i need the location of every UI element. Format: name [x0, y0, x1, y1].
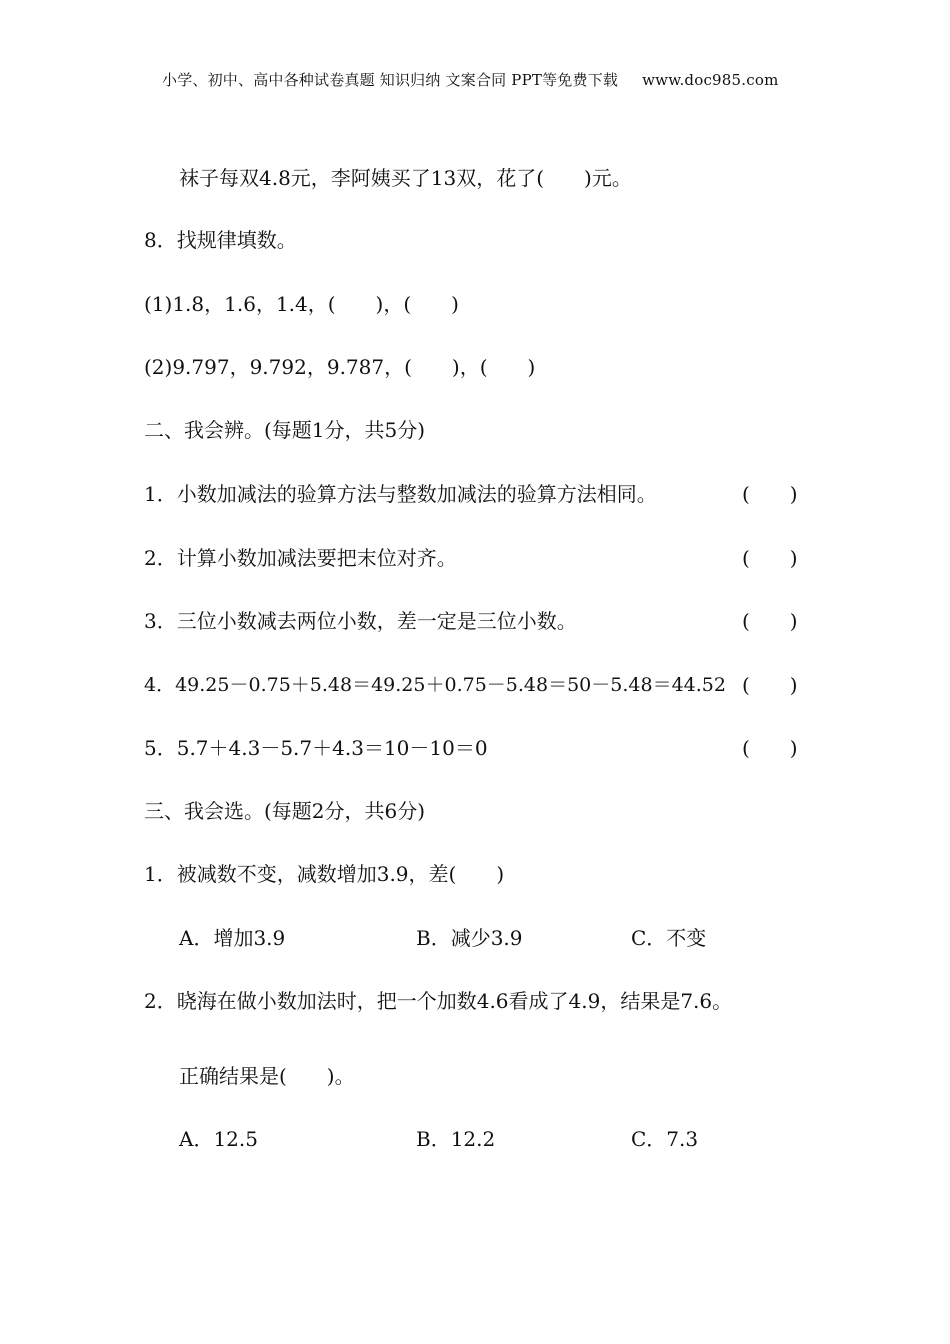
s3-q1-option-a: A．增加3.9: [179, 926, 286, 950]
s2-item-4-mark: ( ): [742, 673, 798, 697]
s2-item-3: 3．三位小数减去两位小数，差一定是三位小数。: [144, 609, 577, 633]
page-header: [162, 69, 802, 90]
s2-item-1: 1．小数加减法的验算方法与整数加减法的验算方法相同。: [144, 482, 657, 506]
s3-q1: 1．被减数不变，减数增加3.9，差( ): [144, 862, 505, 886]
header-site: www.doc985.com: [642, 71, 779, 89]
section3-title: 三、我会选。(每题2分，共6分): [144, 799, 426, 823]
s3-q1-option-c: C．不变: [631, 926, 707, 950]
s3-q2-line2: 正确结果是( )。: [179, 1064, 355, 1088]
q8-part1: (1)1.8，1.6，1.4，( )，( ): [144, 292, 459, 316]
q7-continuation: 袜子每双4.8元，李阿姨买了13双，花了( )元。: [179, 166, 632, 190]
s3-q2-option-a: A．12.5: [179, 1127, 258, 1151]
s2-item-5-mark: ( ): [742, 736, 798, 760]
header-text: 小学、初中、高中各种试卷真题 知识归纳 文案合同 PPT等免费下载: [162, 71, 619, 89]
s3-q2-option-c: C．7.3: [631, 1127, 699, 1151]
s3-q2: 2．晓海在做小数加法时，把一个加数4.6看成了4.9，结果是7.6。: [144, 989, 733, 1013]
s2-item-5: 5．5.7＋4.3－5.7＋4.3＝10－10＝0: [144, 736, 488, 760]
s2-item-2: 2．计算小数加减法要把末位对齐。: [144, 546, 457, 570]
s2-item-1-mark: ( ): [742, 482, 798, 506]
s2-item-4: 4．49.25－0.75＋5.48＝49.25＋0.75－5.48＝50－5.48＝44.52: [144, 674, 726, 696]
s3-q2-option-b: B．12.2: [416, 1127, 496, 1151]
s2-item-3-mark: ( ): [742, 609, 798, 633]
q8-title: 8．找规律填数。: [144, 228, 297, 252]
s3-q1-option-b: B．减少3.9: [416, 926, 523, 950]
q8-part2: (2)9.797，9.792，9.787，( )，( ): [144, 355, 536, 379]
s2-item-2-mark: ( ): [742, 546, 798, 570]
section2-title: 二、我会辨。(每题1分，共5分): [144, 418, 426, 442]
